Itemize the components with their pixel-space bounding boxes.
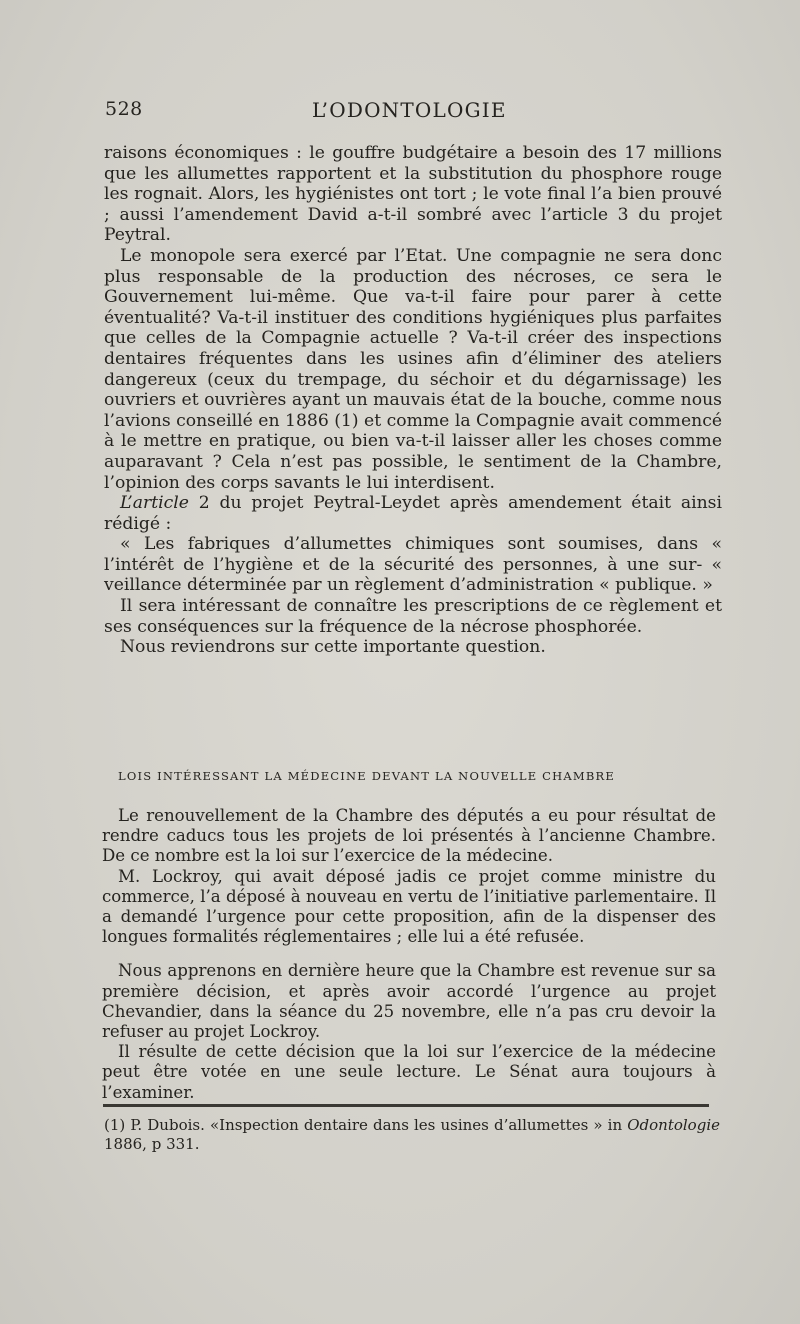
footnote-text: (1) P. Dubois. «Inspection dentaire dans les usines d’allumettes » in — [104, 1116, 628, 1134]
section-heading: LOIS INTÉRESSANT LA MÉDECINE DEVANT LA NOUVELLE CHAMBRE — [118, 769, 615, 783]
paragraph: M. Lockroy, qui avait déposé jadis ce projet comme ministre du commerce, l’a déposé à nouveau en vertu de l’initiative parlementaire. Il a demandé l’urgence pour cette proposition, afin de la dispenser des longues formalités réglementaires ; elle lui a été refusée. — [102, 866, 716, 947]
page-header — [105, 98, 723, 128]
page-number: 528 — [105, 98, 143, 120]
running-head: L’ODONTOLOGIE — [312, 98, 507, 122]
paragraph: Il résulte de cette décision que la loi sur l’exercice de la médecine peut être votée en une seule lecture. Le Sénat aura toujours à l’examiner. — [102, 1042, 716, 1102]
paragraph: Il sera intéressant de connaître les prescriptions de ce règlement et ses conséquences sur la fréquence de la nécrose phosphorée. — [104, 596, 722, 637]
paragraph: Le renouvellement de la Chambre des députés a eu pour résultat de rendre caducs tous les projets de loi présentés à l’ancienne Chambre. De ce nombre est la loi sur l’exercice de la médecine. — [102, 806, 716, 866]
main-text — [104, 143, 722, 658]
footnote — [104, 1116, 720, 1154]
footnote-citation: 1886, p 331. — [104, 1135, 200, 1153]
paragraph: Le monopole sera exercé par l’Etat. Une compagnie ne sera donc plus responsable de la production des nécroses, ce sera le Gouvernement lui-même. Que va-t-il faire pour parer à cette éventualité? Va-t-il instituer des conditions hygiéniques plus parfaites que celles de la Compagnie actuelle ? Va-t-il créer des inspections dentaires fréquentes dans les usines afin d’éliminer des ateliers dangereux (ceux du trempage, du séchoir et du dégarnissage) les ouvriers et ouvrières ayant un mauvais état de la bouche, comme nous l’avions conseillé en 1886 (1) et comme la Compagnie avait commencé à le mettre en pratique, ou bien va-t-il laisser aller les choses comme auparavant ? Cela n’est pas possible, le sentiment de la Chambre, l’opinion des corps savants le lui interdisent. — [104, 245, 722, 493]
paragraph: Nous reviendrons sur cette importante question. — [120, 637, 546, 658]
paragraph: Nous apprenons en dernière heure que la Chambre est revenue sur sa première décision, et après avoir accordé l’urgence au projet Chevandier, dans la séance du 25 novembre, elle n’a pas cru devoir la refuser au projet Lockroy. — [102, 961, 716, 1042]
footnote-journal: Odontologie — [627, 1116, 720, 1134]
paragraph-text: 2 du projet Peytral-Leydet après amendement était ainsi rédigé : — [104, 493, 722, 534]
footnote-divider — [103, 1104, 709, 1107]
paragraph — [104, 493, 722, 534]
quotation: « Les fabriques d’allumettes chimiques sont soumises, dans « l’intérêt de l’hygiène et de la sécurité des personnes, à une sur- « veillance déterminée par un règlement d’administration « publique. » — [104, 534, 722, 596]
paragraph: raisons économiques : le gouffre budgétaire a besoin des 17 millions que les allumettes rapportent et la substitution du phosphore rouge les rognait. Alors, les hygiénistes ont tort ; le vote final l’a bien prouvé ; aussi l’amendement David a-t-il sombré avec l’article 3 du projet Peytral. — [104, 143, 722, 246]
section-text — [102, 806, 716, 1103]
italic-phrase: L’article — [120, 493, 189, 514]
